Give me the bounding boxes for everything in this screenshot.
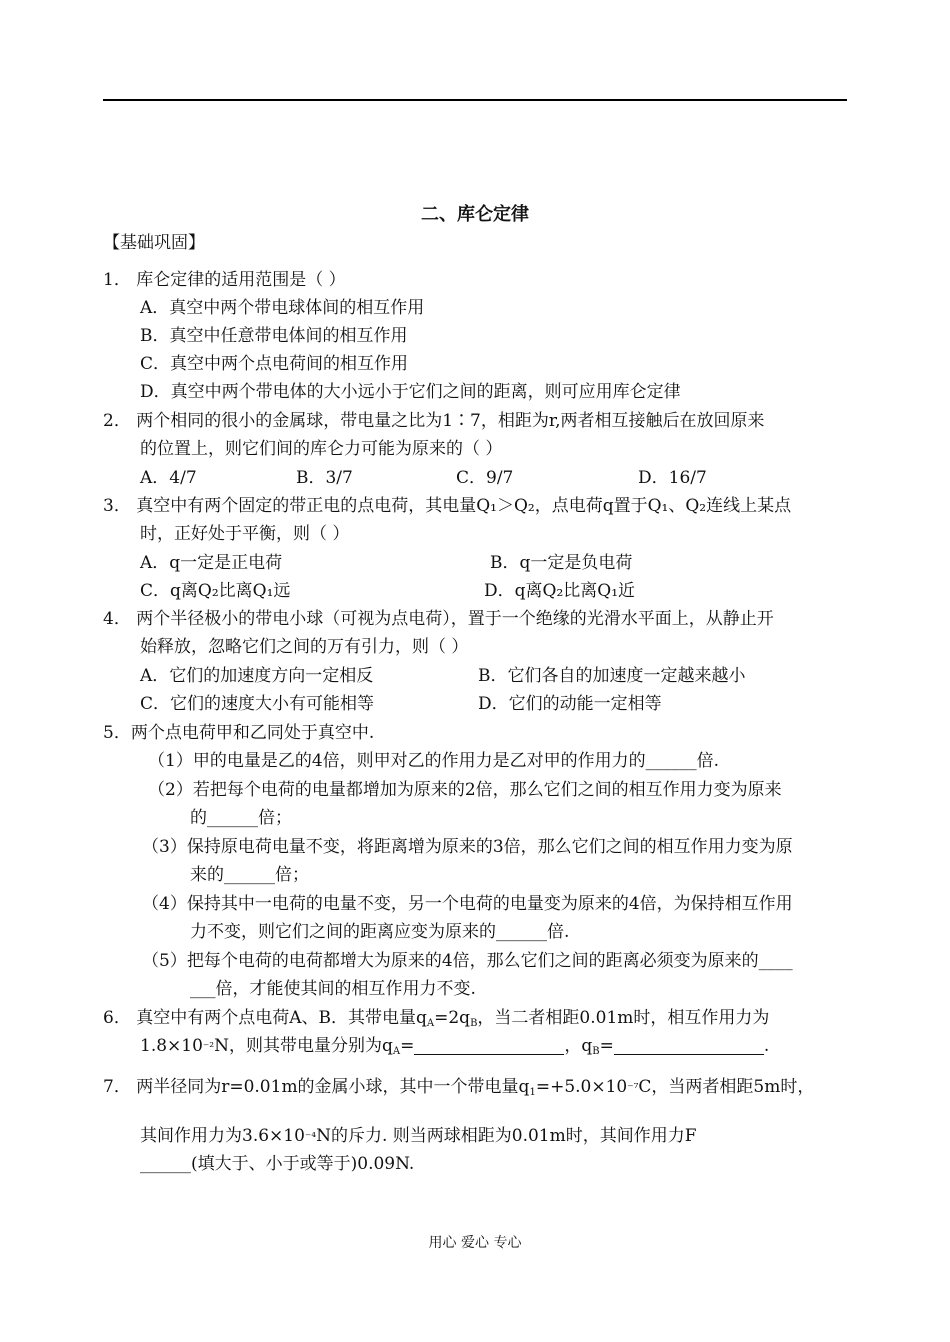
q7-line3: ______(填大于、小于或等于)0.09N. bbox=[140, 1154, 415, 1174]
q2-option-d: D．16/7 bbox=[638, 468, 707, 488]
q4-option-c: C．它们的速度大小有可能相等 bbox=[140, 694, 375, 714]
q4-stem-line2: 始释放，忽略它们之间的万有引力，则（ ） bbox=[140, 637, 469, 657]
q6-line2-text: N，则其带电量分别为q bbox=[214, 1036, 393, 1056]
q5-part5-line1: （5）把每个电荷的电荷都增大为原来的4倍，那么它们之间的距离必须变为原来的____ bbox=[142, 951, 793, 971]
q5-part1: （1）甲的电量是乙的4倍，则甲对乙的作用力是乙对甲的作用力的______倍. bbox=[148, 751, 720, 771]
q2-option-c: C．9/7 bbox=[456, 468, 514, 488]
q1-option-d: D．真空中两个带电体的大小远小于它们之间的距离，则可应用库仑定律 bbox=[140, 382, 681, 402]
header-rule bbox=[103, 99, 847, 101]
q4-option-b: B．它们各自的加速度一定越来越小 bbox=[478, 666, 746, 686]
q3-option-b: B．q一定是负电荷 bbox=[490, 553, 633, 573]
q3-stem-line1: 3． 真空中有两个固定的带正电的点电荷，其电量Q₁＞Q₂，点电荷q置于Q₁、Q₂连线上某点 bbox=[103, 496, 792, 516]
q6-stem-end: ，当二者相距0.01m时，相互作用力为 bbox=[477, 1008, 770, 1028]
q2-option-b: B．3/7 bbox=[296, 468, 353, 488]
q6-line2-comma: ，q bbox=[564, 1036, 593, 1056]
q1-option-b: B．真空中任意带电体间的相互作用 bbox=[140, 326, 408, 346]
q1-option-a: A．真空中两个带电球体间的相互作用 bbox=[140, 298, 425, 318]
section-heading: 【基础巩固】 bbox=[103, 233, 205, 253]
q7-line1-end: C，当两者相距5m时， bbox=[638, 1077, 815, 1097]
q6-line2-sub-b: B bbox=[592, 1046, 600, 1057]
q6-eq-b: = bbox=[599, 1036, 614, 1056]
q6-line2-sub-a: A bbox=[392, 1046, 401, 1057]
q7-line1-text: 7． 两半径同为r=0.01m的金属小球，其中一个带电量q bbox=[103, 1077, 530, 1097]
q6-eq-a: = bbox=[400, 1036, 415, 1056]
q5-part3-line1: （3）保持原电荷电量不变，将距离增为原来的3倍，那么它们之间的相互作用力变为原 bbox=[142, 837, 793, 857]
q6-exponent-glyph: ⁻² bbox=[202, 1040, 215, 1054]
q1-option-c: C．真空中两个点电荷间的相互作用 bbox=[140, 354, 409, 374]
q6-line2 bbox=[140, 1034, 769, 1064]
q5-stem: 5．两个点电荷甲和乙同处于真空中. bbox=[103, 723, 375, 743]
q6-answer-blank-b[interactable] bbox=[614, 1036, 764, 1055]
q4-stem-line1: 4． 两个半径极小的带电小球（可视为点电荷），置于一个绝缘的光滑水平面上，从静止开 bbox=[103, 609, 774, 629]
q2-stem-line2: 的位置上，则它们间的库仑力可能为原来的（ ） bbox=[140, 439, 503, 459]
q3-option-d: D．q离Q₂比离Q₁近 bbox=[484, 581, 636, 601]
q5-part4-line2: 力不变，则它们之间的距离应变为原来的______倍. bbox=[190, 922, 570, 942]
page-title: 二、库仑定律 bbox=[421, 204, 529, 225]
q5-part5-line2: ___倍，才能使其间的相互作用力不变. bbox=[190, 979, 476, 999]
q7-line2 bbox=[140, 1124, 697, 1149]
q6-answer-blank-a[interactable] bbox=[414, 1036, 564, 1055]
q7-line2-end: N的斥力. 则当两球相距为0.01m时，其间作用力F bbox=[316, 1126, 697, 1146]
q7-line1 bbox=[103, 1075, 814, 1105]
q2-stem-line1: 2． 两个相同的很小的金属球，带电量之比为1∶7，相距为r,两者相互接触后在放回原来 bbox=[103, 411, 765, 431]
q5-part2-line1: （2）若把每个电荷的电量都增加为原来的2倍，那么它们之间的相互作用力变为原来 bbox=[148, 780, 782, 800]
q7-line2-text: 其间作用力为3.6×10 bbox=[140, 1126, 305, 1146]
q7-charge-value: =+5.0×10 bbox=[535, 1077, 628, 1097]
q6-stem-text: 6． 真空中有两个点电荷A、B．其带电量q bbox=[103, 1008, 427, 1028]
page-footer: 用心 爱心 专心 bbox=[428, 1235, 522, 1251]
q3-option-c: C．q离Q₂比离Q₁远 bbox=[140, 581, 291, 601]
q2-option-a: A．4/7 bbox=[140, 468, 197, 488]
q7-exponent-glyph-2: ⁻⁴ bbox=[304, 1130, 317, 1144]
q7-sub-1: 1 bbox=[529, 1087, 536, 1098]
q5-part2-line2: 的______倍； bbox=[190, 808, 292, 828]
q6-sub-b: B bbox=[470, 1018, 478, 1029]
q6-stem-mid: =2q bbox=[434, 1008, 471, 1028]
q1-stem: 1． 库仑定律的适用范围是（ ） bbox=[103, 270, 346, 290]
q6-stem-line1 bbox=[103, 1006, 769, 1036]
q5-part4-line1: （4）保持其中一电荷的电量不变，另一个电荷的电量变为原来的4倍，为保持相互作用 bbox=[142, 894, 793, 914]
q3-stem-line2: 时，正好处于平衡，则（ ） bbox=[140, 524, 350, 544]
q3-option-a: A．q一定是正电荷 bbox=[140, 553, 283, 573]
q6-force-value: 1.8×10 bbox=[140, 1036, 203, 1056]
q6-sub-a: A bbox=[426, 1018, 435, 1029]
q6-line2-end: . bbox=[763, 1036, 770, 1056]
q4-option-d: D．它们的动能一定相等 bbox=[478, 694, 662, 714]
q7-exponent-glyph-1: ⁻⁷ bbox=[627, 1081, 639, 1095]
q4-option-a: A．它们的加速度方向一定相反 bbox=[140, 666, 374, 686]
q5-part3-line2: 来的______倍； bbox=[190, 865, 309, 885]
